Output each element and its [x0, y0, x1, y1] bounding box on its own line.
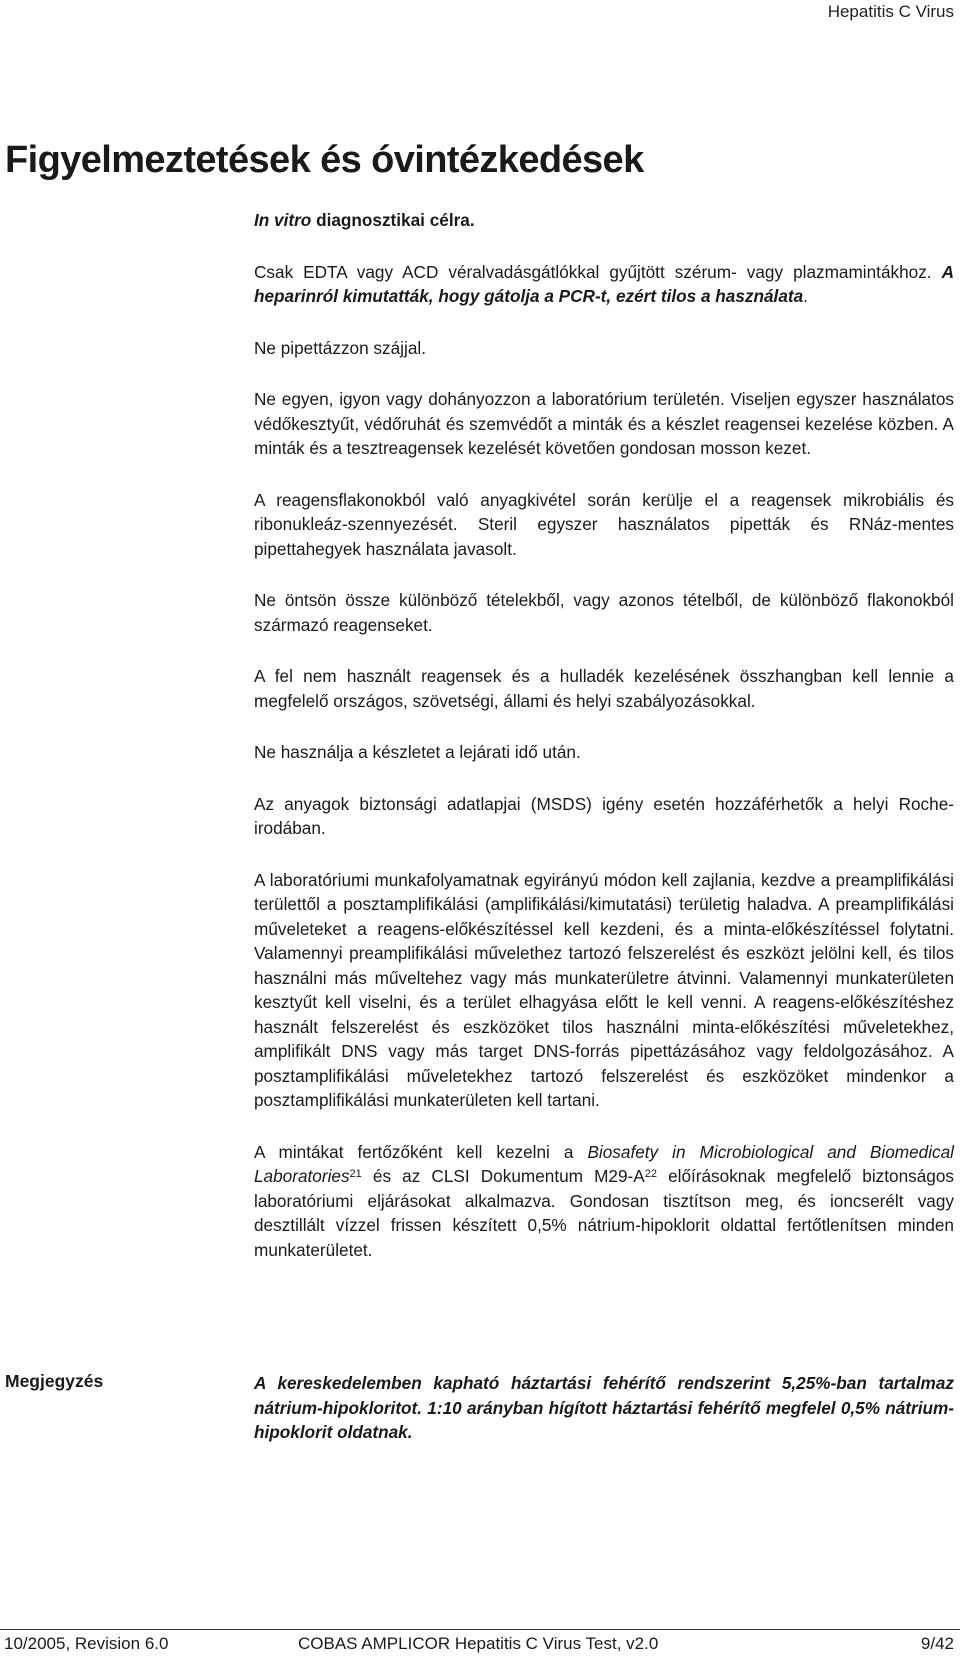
paragraph-biosafety	[254, 1140, 954, 1263]
footer-product-name: COBAS AMPLICOR Hepatitis C Virus Test, v2.0	[298, 1634, 659, 1653]
paragraph-lab-safety: Ne egyen, igyon vagy dohányozzon a laboratórium területén. Viseljen egyszer használatos védőkesztyűt, védőruhát és szemvédőt a minták és a készlet reagensei kezelése közben. A minták és a tesztreagensek kezelését követően gondosan mosson kezet.	[254, 389, 954, 458]
biosafety-reference-title: Biosafety in Microbiological and Biomedical Laboratories	[254, 1141, 955, 1186]
heparin-warning-end: .	[803, 286, 808, 306]
paragraph-contamination: A reagensflakonokból való anyagkivétel során kerülje el a reagensek mikrobiális és ribonukleáz-szennyezését. Steril egyszer használatos pipetták és RNáz-mentes pipettahegyek használata javasolt.	[254, 489, 954, 559]
paragraph-workflow: A laboratóriumi munkafolyamatnak egyirányú módon kell zajlania, kezdve a preamplifikálási területtől a posztamplifikálási (amplifikálási/kimutatási) területig haladva. A preamplifikálási műveleteket a reagens-előkészítéssel kell kezdeni, és a minta-előkészítéssel folytatni. Valamennyi preamplifikálási művelethez tartozó felszerelést és eszközt jelölni kell, és tilos használni más műveltehez vagy más munkaterületre átvinni. Valamennyi munkaterületen kesztyűt kell viselni, és a terület elhagyása előtt le kell venni. A reagens-előkészítéshez használt felszerelést és eszközöket tilos használni minta-előkészítési műveletekhez, amplifikált DNS vagy más target DNS-forrás pipettázásához vagy feldolgozásához. A posztamplifikálási műveletekhez tartozó felszerelést és eszközöket mindenkor a posztamplifikálási munkaterületen kell tartani.	[254, 869, 954, 1110]
biosafety-text-b: és az CLSI Dokumentum M29-A	[361, 1166, 645, 1186]
paragraph-waste-disposal: A fel nem használt reagensek és a hulladék kezelésének összhangban kell lennie a megfelelő országos, szövetségi, állami és helyi szabályozásokkal.	[254, 666, 954, 711]
paragraph-intended-use	[254, 208, 954, 233]
footer-revision: 10/2005, Revision 6.0	[4, 1634, 169, 1653]
paragraph-anticoagulant	[254, 260, 954, 309]
note-label: Megjegyzés	[5, 1371, 104, 1391]
note-text: A kereskedelemben kapható háztartási fehérítő rendszerint 5,25%-ban tartalmaz nátrium-hipokloritot. 1:10 arányban hígított háztartási fehérítő megfelel 0,5% nátrium-hipoklorit oldatnak.	[254, 1373, 954, 1442]
anticoagulant-text: Csak EDTA vagy ACD véralvadásgátlókkal gyűjtött szérum- vagy plazmamintákhoz.	[254, 261, 942, 282]
page-footer	[0, 1632, 960, 1656]
footer-divider	[0, 1629, 960, 1630]
paragraph-pipetting: Ne pipettázzon szájjal.	[254, 337, 426, 358]
paragraph-lot-mixing: Ne öntsön össze különböző tételekből, vagy azonos tételből, de különböző flakonokból származó reagenseket.	[254, 590, 954, 635]
biosafety-text-c: előírásoknak megfelelő biztonságos laboratóriumi eljárásokat alkalmazva. Gondosan tisztítson meg, és ioncserélt vagy desztillált vízzel frissen készített 0,5% nátrium-hipoklorit oldattal fertőtlenítsen minden munkaterületet.	[254, 1166, 954, 1260]
heparin-warning-text: A heparinról kimutatták, hogy gátolja a PCR-t, ezért tilos a használata	[254, 261, 954, 306]
paragraph-msds: Az anyagok biztonsági adatlapjai (MSDS) igény esetén hozzáférhetők a helyi Roche-irodában.	[254, 793, 954, 838]
running-header-title: Hepatitis C Virus	[827, 2, 954, 21]
reference-number-22: 22	[644, 1168, 657, 1180]
in-vitro-text: In vitro	[254, 210, 312, 230]
page-title: Figyelmeztetések és óvintézkedések	[5, 139, 644, 181]
paragraph-expiry: Ne használja a készletet a lejárati idő után.	[254, 742, 581, 762]
footer-page-number: 9/42	[920, 1634, 954, 1653]
reference-number-21: 21	[349, 1168, 362, 1180]
intended-use-text: diagnosztikai célra.	[311, 210, 475, 230]
body-content	[254, 208, 954, 1262]
biosafety-text-a: A mintákat fertőzőként kell kezelni a	[254, 1141, 588, 1162]
